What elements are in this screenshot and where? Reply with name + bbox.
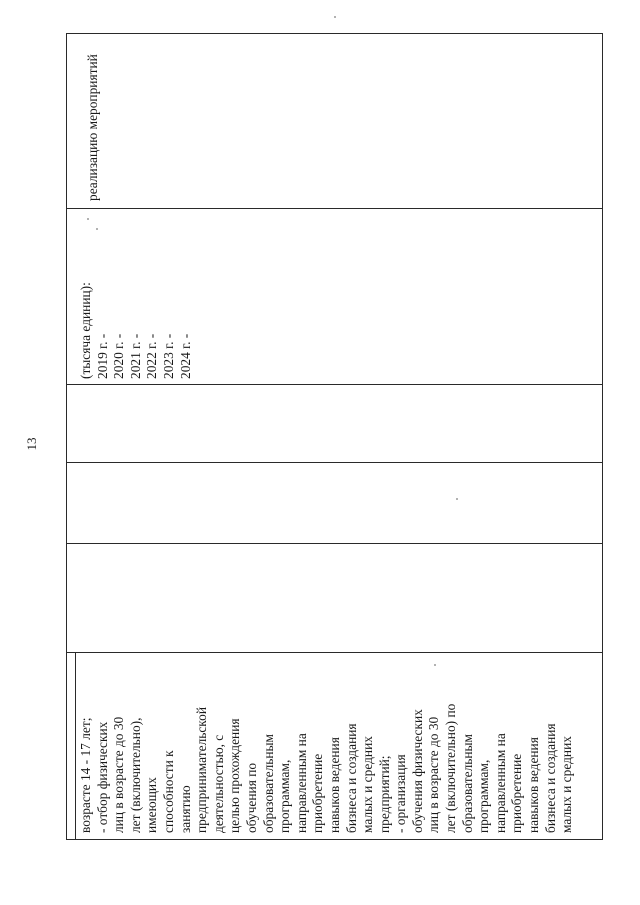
text-line: малых и средних <box>559 736 575 833</box>
text-line: 2019 г. - <box>94 333 110 379</box>
text-line: занятию <box>177 785 193 833</box>
text-line: (тысяча единиц): <box>78 282 93 379</box>
text-line: бизнеса и создания <box>343 723 359 833</box>
text-line: 2023 г. - <box>160 333 176 379</box>
table-border-left <box>66 33 67 840</box>
text-line: направленным на <box>293 733 309 833</box>
text-line: деятельностью, с <box>210 734 226 833</box>
table-divider-row-3 <box>66 462 603 463</box>
cell-indicator-years-text <box>78 209 194 379</box>
text-line: возрасте 14 - 17 лет; <box>78 717 93 833</box>
scan-speck <box>96 228 98 230</box>
text-line: бизнеса и создания <box>542 723 558 833</box>
text-line: реализацию мероприятий <box>85 54 100 201</box>
scan-speck <box>334 16 336 18</box>
text-line: 2022 г. - <box>144 333 160 379</box>
scan-speck <box>434 664 436 666</box>
text-line: образовательным <box>260 733 276 833</box>
text-line: обучения физических <box>409 709 425 833</box>
text-line: 2021 г. - <box>127 333 143 379</box>
table-divider-row-2 <box>66 543 603 544</box>
text-line: 2024 г. - <box>177 333 193 379</box>
text-line: лиц в возрасте до 30 <box>426 716 442 833</box>
scan-speck <box>87 218 89 220</box>
text-line: программам, <box>277 759 293 833</box>
text-line: лет (включительно) по <box>443 703 459 833</box>
text-line: приобретение <box>310 753 326 833</box>
table-divider-first-col <box>75 652 76 840</box>
page-number: 13 <box>24 437 39 451</box>
table-divider-row-1 <box>66 652 603 653</box>
text-line: программам, <box>476 759 492 833</box>
text-line: обучения по <box>243 762 259 833</box>
table-border-top <box>66 33 603 34</box>
text-line: - организация <box>393 754 409 833</box>
scan-speck <box>456 498 458 500</box>
text-line: предприятий; <box>376 755 392 833</box>
text-line: навыков ведения <box>526 737 542 833</box>
cell-measures-text <box>85 31 102 201</box>
text-line: направленным на <box>492 733 508 833</box>
table-divider-row-4 <box>66 384 603 385</box>
text-line: - отбор физических <box>94 721 110 833</box>
cell-activities-text <box>78 657 576 833</box>
text-line: целью прохождения <box>227 718 243 833</box>
text-line: навыков ведения <box>326 737 342 833</box>
text-line: приобретение <box>509 753 525 833</box>
table-border-right <box>602 33 603 840</box>
text-line: 2020 г. - <box>111 333 127 379</box>
text-line: предпринимательской <box>194 707 210 833</box>
text-line: малых и средних <box>360 736 376 833</box>
text-line: имеющих <box>144 777 160 833</box>
text-line: образовательным <box>459 733 475 833</box>
text-line: способности к <box>160 750 176 833</box>
table-border-bottom <box>66 839 603 840</box>
text-line: лиц в возрасте до 30 <box>111 716 127 833</box>
text-line: лет (включительно), <box>127 717 143 833</box>
